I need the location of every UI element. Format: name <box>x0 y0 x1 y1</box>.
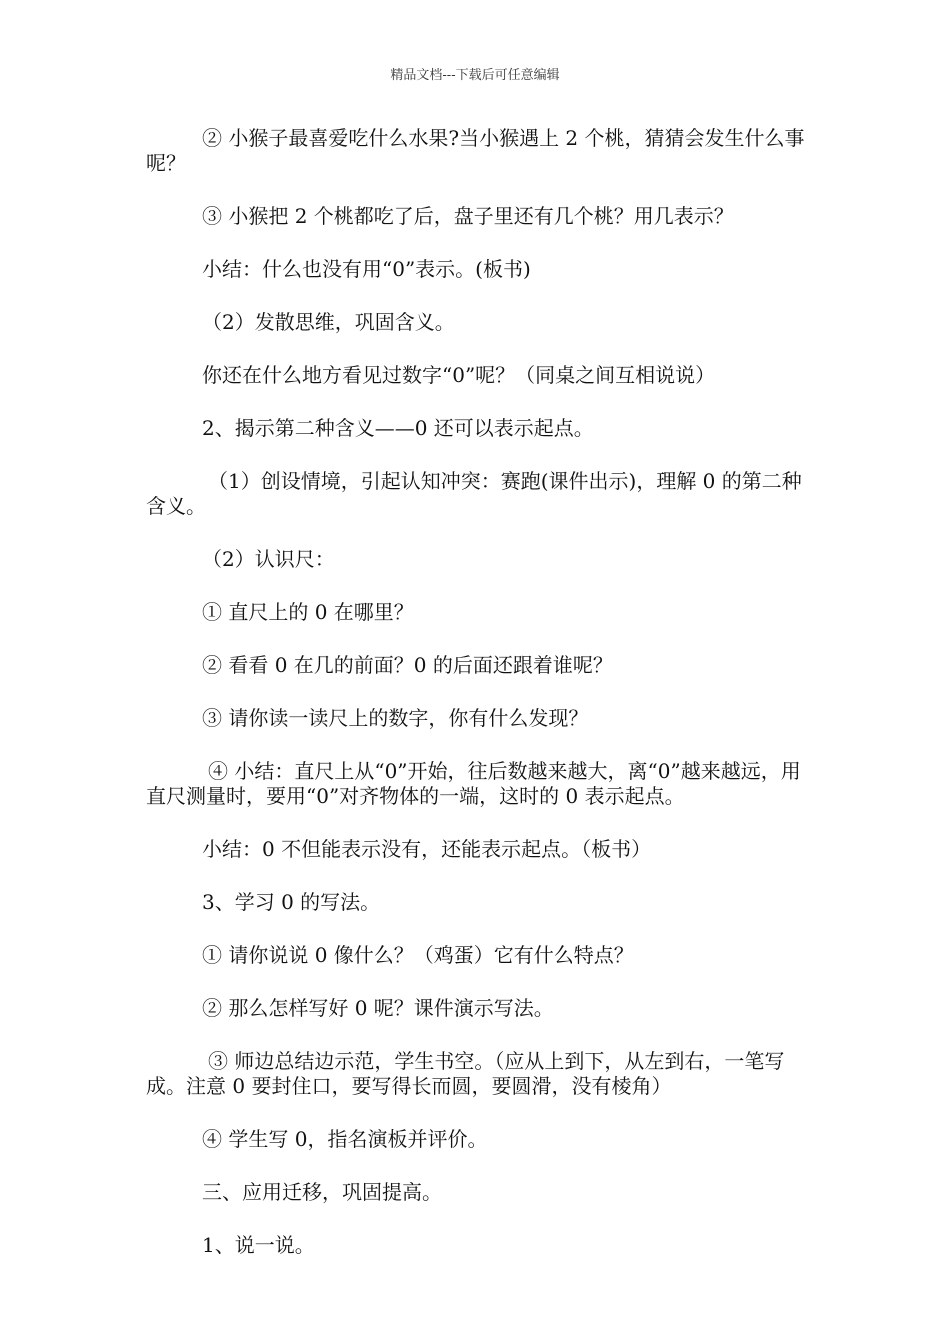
paragraph: ① 请你说说 0 像什么？（鸡蛋）它有什么特点？ <box>202 943 634 967</box>
paragraph: ① 直尺上的 0 在哪里？ <box>202 600 414 624</box>
paragraph: （1）创设情境，引起认知冲突：赛跑(课件出示)，理解 0 的第二种含义。 <box>146 469 802 518</box>
paragraph: ② 小猴子最喜爱吃什么水果?当小猴遇上 2 个桃，猜猜会发生什么事呢？ <box>146 126 805 175</box>
paragraph: （2）发散思维，巩固含义。 <box>202 310 455 334</box>
paragraph: 1、说一说。 <box>202 1233 315 1257</box>
page-header: 精品文档---下载后可任意编辑 <box>390 68 560 83</box>
paragraph: 3、学习 0 的写法。 <box>202 890 381 914</box>
paragraph: （2）认识尺： <box>202 547 335 571</box>
paragraph: ③ 小猴把 2 个桃都吃了后，盘子里还有几个桃？用几表示？ <box>202 204 734 228</box>
paragraph: 你还在什么地方看见过数字“0”呢？（同桌之间互相说说） <box>202 363 716 387</box>
paragraph: ② 那么怎样写好 0 呢？课件演示写法。 <box>202 996 554 1020</box>
paragraph: ④ 小结：直尺上从“0”开始，往后数越来越大，离“0”越来越远，用直尺测量时，要用“0”对齐物体的一端，这时的 0 表示起点。 <box>146 759 801 808</box>
paragraph: ② 看看 0 在几的前面？0 的后面还跟着谁呢？ <box>202 653 613 677</box>
paragraph: ③ 师边总结边示范，学生书空。（应从上到下，从左到右，一笔写成。注意 0 要封住口，要写得长而圆，要圆滑，没有棱角） <box>146 1049 785 1098</box>
paragraph: 小结：什么也没有用“0”表示。(板书) <box>202 257 531 281</box>
paragraph: 小结：0 不但能表示没有，还能表示起点。（板书） <box>202 837 652 861</box>
paragraph: ③ 请你读一读尺上的数字，你有什么发现？ <box>202 706 589 730</box>
paragraph: 2、揭示第二种含义——0 还可以表示起点。 <box>202 416 594 440</box>
paragraph: 三、应用迁移，巩固提高。 <box>202 1180 442 1204</box>
paragraph: ④ 学生写 0，指名演板并评价。 <box>202 1127 488 1151</box>
document-body <box>146 126 810 1286</box>
